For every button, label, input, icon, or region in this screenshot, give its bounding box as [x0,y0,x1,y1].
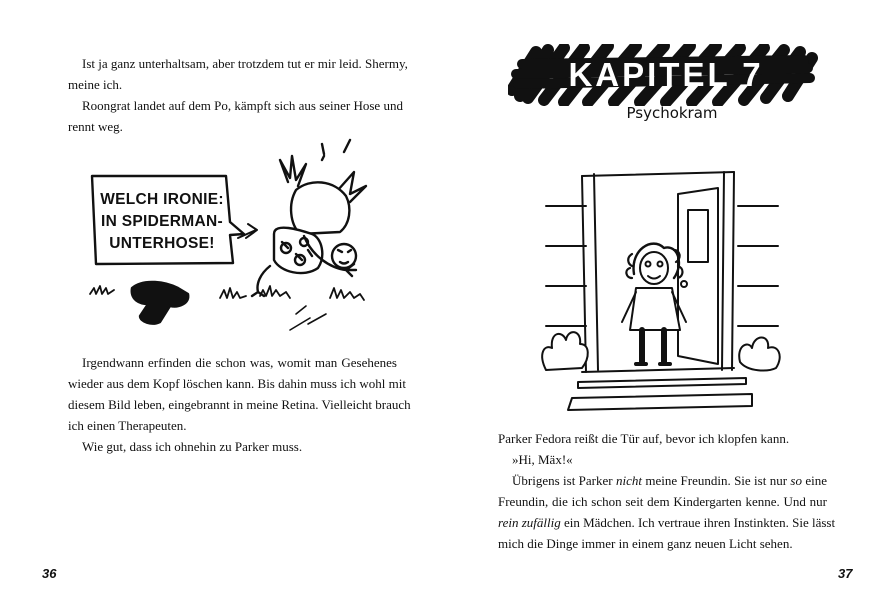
right-page [448,0,896,612]
bubble-line: UNTERHOSE! [109,235,215,252]
text-line: Roongrat landet auf dem Po, kämpft sich aus seiner Hose und [82,98,403,113]
chapter-title: KAPITEL 7 [568,56,764,93]
chapter-subtitle: Psychokram [626,104,718,122]
text-line: Freundin, die ich schon seit dem Kindergarten kenne. Und nur [498,494,827,509]
text-line [498,512,836,533]
text-line: Wie gut, dass ich ohnehin zu Parker muss. [82,439,303,454]
text-emphasis: nicht [616,473,642,488]
text-line: wieder aus dem Kopf löschen kann. Bis dahin muss ich wohl mit [68,376,406,391]
comic-illustration-falling-boy [60,138,400,338]
text-line: mich die Dinge immer in einem ganz neuen Licht sehen. [498,536,793,551]
text-line: meine ich. [68,77,123,92]
text-line: diesem Bild leben, eingebrannt in meine Retina. Vielleicht brauch [68,397,411,412]
left-paragraph-1 [68,53,408,95]
text-segment: Übrigens ist Parker [512,473,616,488]
illustration-girl-at-door [538,158,798,420]
page-number-left: 36 [42,566,57,581]
text-line: rennt weg. [68,119,123,134]
right-paragraph-2 [512,449,573,470]
text-line: ich einen Therapeuten. [68,418,187,433]
text-emphasis: rein zufällig [498,515,561,530]
chapter-title-banner [508,44,818,106]
text-line: »Hi, Mäx!« [512,452,573,467]
text-line [498,470,827,491]
right-paragraph-1 [498,428,789,449]
text-emphasis: so [790,473,802,488]
left-paragraph-3 [68,352,411,436]
text-line: Irgendwann erfinden die schon was, womit man Gesehenes [82,355,397,370]
bubble-line: IN SPIDERMAN- [101,213,223,230]
bubble-line: WELCH IRONIE: [100,191,224,208]
left-paragraph-2 [68,95,403,137]
text-line: Parker Fedora reißt die Tür auf, bevor ich klopfen kann. [498,431,790,446]
left-paragraph-4 [82,436,302,457]
text-segment: meine Freundin. Sie ist nur [642,473,791,488]
page-number-right: 37 [838,566,853,581]
text-segment: ein Mädchen. Ich vertraue ihren Instinkten. Sie lässt [560,515,836,530]
text-segment: eine [801,473,828,488]
right-paragraph-3 [498,470,836,554]
text-line: Ist ja ganz unterhaltsam, aber trotzdem tut er mir leid. Shermy, [82,56,408,71]
